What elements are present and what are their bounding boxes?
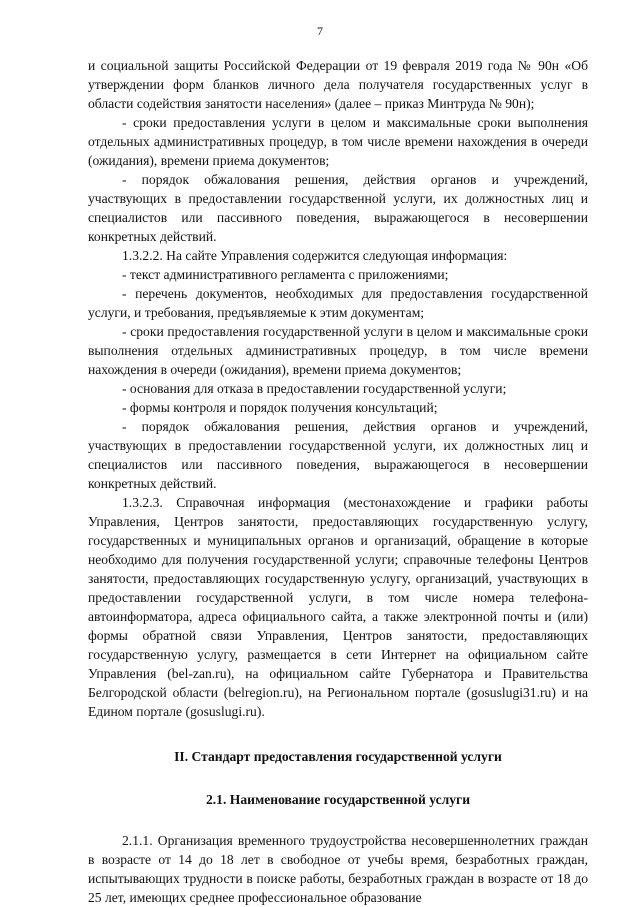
list-item-control-forms: - формы контроля и порядок получения консультаций; — [122, 400, 438, 415]
paragraph-website-info: 1.3.2.2. На сайте Управления содержится следующая информация: — [122, 248, 508, 263]
paragraph-service-name: 2.1.1. Организация временного трудоустройства несовершеннолетних граждан в возрасте от 14 до 18 лет в свободное от учебы время, безработных граждан, испытывающих трудности в поиске работы, безработных граждан в возрасте от 18 до 25 лет, имеющих среднее профессиональное образование — [88, 833, 588, 905]
document-body — [88, 56, 588, 907]
section-heading: II. Стандарт предоставления государственной услуги — [174, 749, 502, 764]
subsection-heading: 2.1. Наименование государственной услуги — [205, 792, 471, 807]
paragraph-order-reference: и социальной защиты Российской Федерации от 19 февраля 2019 года № 90н «Об утверждении форм бланков личного дела получателя государственных услуг в области содействия занятости населения» (далее – приказ Минтруда № 90н); — [88, 58, 588, 111]
list-item-refusal-grounds: - основания для отказа в предоставлении государственной услуги; — [122, 381, 507, 396]
paragraph-deadlines: - сроки предоставления услуги в целом и максимальные сроки выполнения отдельных административных процедур, в том числе времени нахождения в очереди (ожидания), времени приема документов; — [88, 115, 588, 168]
list-item-service-deadlines: - сроки предоставления государственной услуги в целом и максимальные сроки выполнения отдельных административных процедур, в том числе времени нахождения в очереди (ожидания), времени приема документов; — [88, 324, 588, 377]
paragraph-reference-info: 1.3.2.3. Справочная информация (местонахождение и графики работы Управления, Центров занятости, предоставляющих государственную услугу, государственных и муниципальных органов и организаций, обращение в которые необходимо для получения государственной услуги; справочные телефоны Центров занятости, предоставляющих государственную услугу, организаций, участвующих в предоставлении государственной услуги, в том числе номера телефона-автоинформатора, адреса официального сайта, а также электронной почты и (или) формы обратной связи Управления, Центров занятости, предоставляющих государственную услугу, размещается в сети Интернет на официальном сайте Управления (bel-zan.ru), на официальном сайте Губернатора и Правительства Белгородской области (belregion.ru), на Региональном портале (gosuslugi31.ru) и на Едином портале (gosuslugi.ru). — [88, 495, 588, 719]
paragraph-appeal-procedure: - порядок обжалования решения, действия органов и учреждений, участвующих в предоставлении государственной услуги, их должностных лиц и специалистов или пассивного поведения, выражающегося в несовершении конкретных действий. — [88, 172, 588, 244]
page-number: 7 — [317, 24, 323, 38]
list-item-regulation-text: - текст административного регламента с приложениями; — [122, 267, 449, 282]
list-item-documents: - перечень документов, необходимых для предоставления государственной услуги, и требования, предъявляемые к этим документам; — [88, 286, 588, 320]
list-item-appeal-procedure: - порядок обжалования решения, действия органов и учреждений, участвующих в предоставлении государственной услуги, их должностных лиц и специалистов или пассивного поведения, выражающегося в несовершении конкретных действий. — [88, 419, 588, 491]
